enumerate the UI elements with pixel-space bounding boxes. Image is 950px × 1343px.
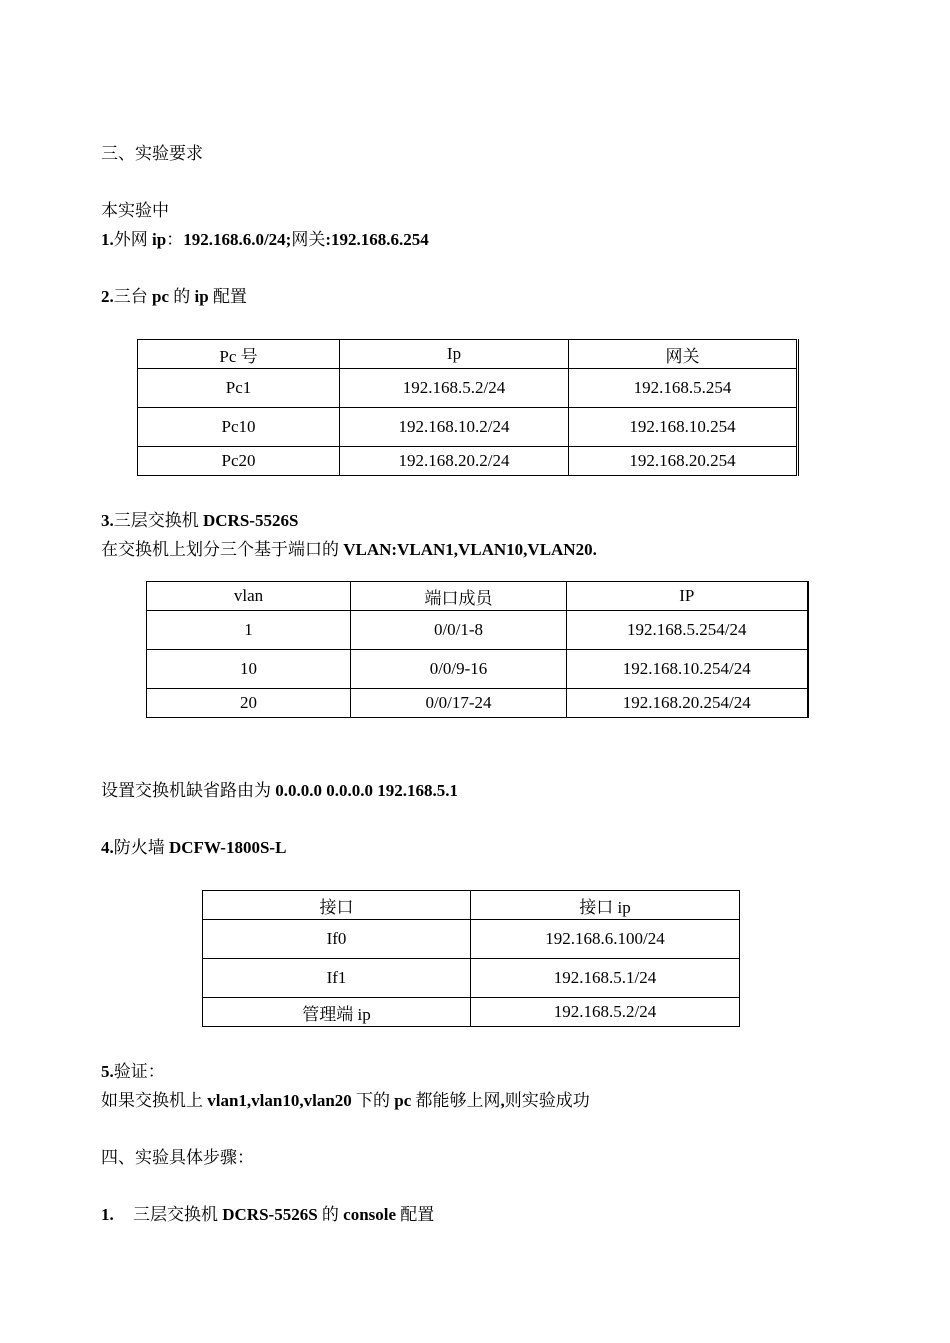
step-1-number: 1. [101, 1205, 114, 1224]
item-5-text-c: 都能够上网 [411, 1091, 501, 1110]
item-5-text-b: 下的 [351, 1091, 395, 1110]
item-4-number: 4. [101, 838, 114, 857]
table-row [203, 998, 740, 1027]
table-cell: 0/0/1-8 [351, 611, 567, 650]
table-row [203, 959, 740, 998]
table-cell: 0/0/17-24 [351, 689, 567, 718]
table-header-row [147, 582, 808, 611]
table-row [147, 611, 808, 650]
item-5-label: 验证： [113, 1062, 165, 1081]
item-3-vlans: VLAN:VLAN1,VLAN10,VLAN20. [343, 540, 597, 559]
header-cell: 接口 [203, 891, 471, 920]
firewall-interface-table [202, 890, 740, 1027]
table-cell: 192.168.6.100/24 [471, 920, 740, 959]
item-2-text-a: 三台 [113, 287, 152, 306]
step-1-console: console [343, 1205, 397, 1224]
step-1-text-c: 配置 [396, 1205, 435, 1224]
vlan-table [146, 581, 809, 718]
section-4-title: 四、实验具体步骤： [101, 1148, 254, 1167]
item-5-text-a: 如果交换机上 [101, 1091, 208, 1110]
item-1-gateway-label: 网关 [291, 230, 326, 249]
table-cell: 10 [147, 650, 351, 689]
table-cell: 192.168.5.254 [569, 369, 798, 408]
table-row [138, 408, 798, 447]
default-route [101, 780, 458, 802]
item-3-description [101, 539, 597, 561]
table-cell: If1 [203, 959, 471, 998]
intro-text: 本实验中 [101, 201, 169, 220]
item-3-label: 三层交换机 [113, 511, 203, 530]
table-cell: 192.168.20.254/24 [567, 689, 808, 718]
item-1-ip-label: ip [152, 230, 167, 249]
item-4-label: 防火墙 [113, 838, 169, 857]
item-2-text-b: 的 [169, 287, 195, 306]
table-cell: 192.168.5.2/24 [340, 369, 569, 408]
table-cell: 192.168.10.254/24 [567, 650, 808, 689]
table-cell: 192.168.20.254 [569, 447, 798, 476]
table-row [147, 650, 808, 689]
table-cell: 0/0/9-16 [351, 650, 567, 689]
item-5-comma: , [500, 1091, 505, 1110]
table-cell: 20 [147, 689, 351, 718]
table-cell: 192.168.5.1/24 [471, 959, 740, 998]
item-2-ip: ip [194, 287, 209, 306]
table-cell: Pc1 [138, 369, 340, 408]
item-5-text-d: 则实验成功 [504, 1091, 590, 1110]
header-cell: 接口 ip [471, 891, 740, 920]
table-row [138, 447, 798, 476]
step-1-text-b: 的 [317, 1205, 344, 1224]
table-cell: Pc10 [138, 408, 340, 447]
item-5-description [101, 1090, 590, 1112]
table-cell: 192.168.20.2/24 [340, 447, 569, 476]
item-1-colon: ： [166, 230, 184, 249]
table-cell: 管理端 ip [203, 998, 471, 1027]
table-cell: 192.168.5.254/24 [567, 611, 808, 650]
item-2-pc-config [101, 286, 247, 308]
header-cell: 端口成员 [351, 582, 567, 611]
header-cell: Pc 号 [138, 340, 340, 369]
item-1-external-network [101, 229, 429, 251]
item-3-number: 3. [101, 511, 114, 530]
table-cell: 192.168.10.2/24 [340, 408, 569, 447]
header-cell: Ip [340, 340, 569, 369]
item-4-model: DCFW-1800S-L [169, 838, 287, 857]
table-cell: 1 [147, 611, 351, 650]
item-1-network: 192.168.6.0/24; [183, 230, 292, 249]
item-3-model: DCRS-5526S [203, 511, 299, 530]
item-1-gateway: :192.168.6.254 [325, 230, 429, 249]
item-1-number: 1. [101, 230, 114, 249]
item-3-desc-text: 在交换机上划分三个基于端口的 [101, 540, 344, 559]
default-route-value: 0.0.0.0 0.0.0.0 192.168.5.1 [275, 781, 458, 800]
header-cell: vlan [147, 582, 351, 611]
item-1-label: 外网 [113, 230, 152, 249]
item-5-pc: pc [394, 1091, 412, 1110]
table-row [203, 920, 740, 959]
step-1-text-a: 三层交换机 [133, 1205, 223, 1224]
item-5-verify [101, 1061, 165, 1083]
table-row [138, 369, 798, 408]
table-row [147, 689, 808, 718]
pc-config-table [137, 339, 799, 476]
step-1-switch-console [101, 1204, 434, 1226]
item-4-firewall [101, 837, 286, 859]
item-5-vlans: vlan1,vlan10,vlan20 [207, 1091, 352, 1110]
table-header-row [203, 891, 740, 920]
table-cell: If0 [203, 920, 471, 959]
section-3-title: 三、实验要求 [101, 144, 203, 163]
item-2-text-c: 配置 [208, 287, 247, 306]
table-cell: Pc20 [138, 447, 340, 476]
header-cell: 网关 [569, 340, 798, 369]
item-5-number: 5. [101, 1062, 114, 1081]
item-3-switch [101, 510, 298, 532]
table-header-row [138, 340, 798, 369]
table-cell: 192.168.10.254 [569, 408, 798, 447]
step-1-model: DCRS-5526S [222, 1205, 318, 1224]
table-cell: 192.168.5.2/24 [471, 998, 740, 1027]
item-2-pc: pc [152, 287, 169, 306]
default-route-label: 设置交换机缺省路由为 [101, 781, 276, 800]
header-cell: IP [567, 582, 808, 611]
item-2-number: 2. [101, 287, 114, 306]
